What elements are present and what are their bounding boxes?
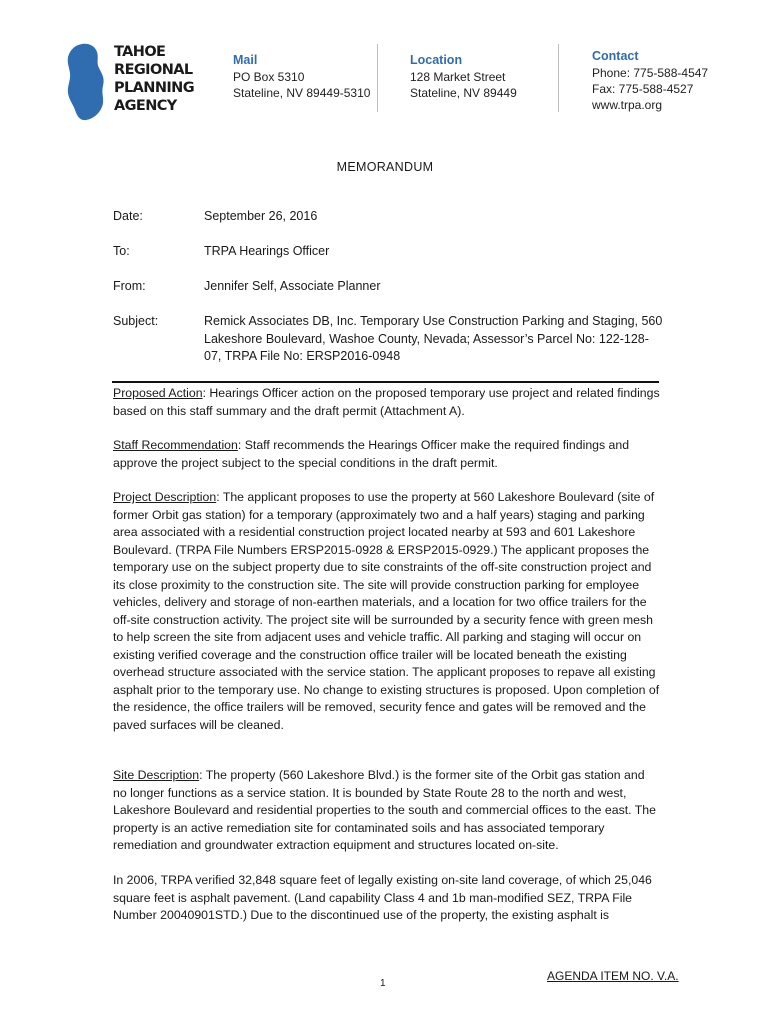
header-divider	[377, 44, 378, 112]
site-description-text: : The property (560 Lakeshore Blvd.) is the former site of the Orbit gas station and no longer functions as a service station. It is bounded by State Route 28 to the north and west, Lakeshore Boulevard and residential properties to the south and commercial offices to the east. The property is an active remediation site for contaminated soils and has associated temporary remediation and groundwater extraction equipment and structures located on-site.	[113, 768, 656, 852]
coverage-paragraph: In 2006, TRPA verified 32,848 square feet of legally existing on-site land coverage, of which 25,046 square feet is asphalt pavement. (Land capability Class 4 and 1b man-modified SEZ, TRPA File Number 20040901STD.) Due to the discontinued use of the property, the existing asphalt is	[113, 873, 652, 922]
proposed-action-text: : Hearings Officer action on the proposed temporary use project and related findings based on this staff summary and the draft permit (Attachment A).	[113, 386, 660, 418]
logo-line: AGENCY	[114, 98, 177, 114]
memo-title: MEMORANDUM	[336, 160, 434, 174]
staff-recommendation-paragraph	[113, 437, 661, 472]
location-line: 128 Market Street	[410, 70, 506, 84]
lake-tahoe-map-icon	[62, 42, 110, 122]
contact-fax: Fax: 775-588-4527	[592, 82, 694, 96]
subject-value: Remick Associates DB, Inc. Temporary Use Construction Parking and Staging, 560 Lakeshore Boulevard, Washoe County, Nevada; Assessor’s Parcel No: 122-128-07, TRPA File No: ERSP2016-0948	[204, 314, 663, 363]
location-heading: Location	[410, 53, 463, 67]
subject-label: Subject:	[113, 314, 159, 328]
mail-heading: Mail	[233, 53, 258, 67]
contact-website-link[interactable]: www.trpa.org	[592, 98, 663, 112]
contact-phone: Phone: 775-588-4547	[592, 66, 709, 80]
site-description-label: Site Description	[113, 768, 200, 782]
header-divider	[558, 44, 559, 112]
trpa-logo	[62, 42, 192, 122]
from-value: Jennifer Self, Associate Planner	[204, 279, 381, 293]
agenda-item-label: AGENDA ITEM NO. V.A.	[547, 969, 679, 983]
logo-line: TAHOE	[114, 44, 166, 60]
project-description-text: : The applicant proposes to use the property at 560 Lakeshore Boulevard (site of former Orbit gas station) for a temporary (approximately two and a half years) staging and parking area associated with a residential construction project located nearby at 593 and 601 Lakeshore Boulevard. (TRPA File Numbers ERSP2015-0928 & ERSP2015-0929.) The applicant proposes the temporary use on the subject property due to site constraints of the off-site construction project and its close proximity to the construction site. The site will provide construction parking for employee vehicles, delivery and storage of non-earthen materials, and a location for two office trailers for the off-site construction activity. The project site will be surrounded by a security fence with green mesh to help screen the site from adjacent uses and vehicle traffic. All parking and staging will occur on existing verified coverage and the construction office trailer will be located beneath the existing overhead structure associated with the service station. The applicant proposes to repave all existing asphalt prior to the temporary use. No change to existing structures is proposed. Upon completion of the residence, the office trailers will be removed, security fence and gates will be removed and the paved surfaces will be cleaned.	[113, 490, 660, 732]
project-description-label: Project Description	[113, 490, 217, 504]
project-description-paragraph	[113, 489, 661, 734]
logo-wordmark	[114, 43, 194, 115]
to-label: To:	[113, 244, 130, 258]
contact-block	[592, 48, 708, 113]
logo-line: REGIONAL	[114, 62, 193, 78]
location-line: Stateline, NV 89449	[410, 86, 517, 100]
proposed-action-paragraph	[113, 385, 661, 420]
to-value: TRPA Hearings Officer	[204, 244, 330, 258]
page-number: 1	[380, 978, 386, 989]
logo-line: PLANNING	[114, 80, 194, 96]
proposed-action-label: Proposed Action	[113, 386, 203, 400]
mail-line: PO Box 5310	[233, 70, 305, 84]
staff-recommendation-text: : Staff recommends the Hearings Officer make the required findings and approve the project subject to the special conditions in the draft permit.	[113, 438, 630, 470]
location-address-block	[410, 52, 517, 101]
contact-heading: Contact	[592, 49, 639, 63]
header-rule	[112, 381, 659, 383]
staff-recommendation-label: Staff Recommendation	[113, 438, 238, 452]
site-description-paragraph	[113, 767, 661, 855]
date-value: September 26, 2016	[204, 209, 318, 223]
from-label: From:	[113, 279, 146, 293]
date-label: Date:	[113, 209, 143, 223]
mail-line: Stateline, NV 89449-5310	[233, 86, 371, 100]
mail-address-block	[233, 52, 370, 101]
